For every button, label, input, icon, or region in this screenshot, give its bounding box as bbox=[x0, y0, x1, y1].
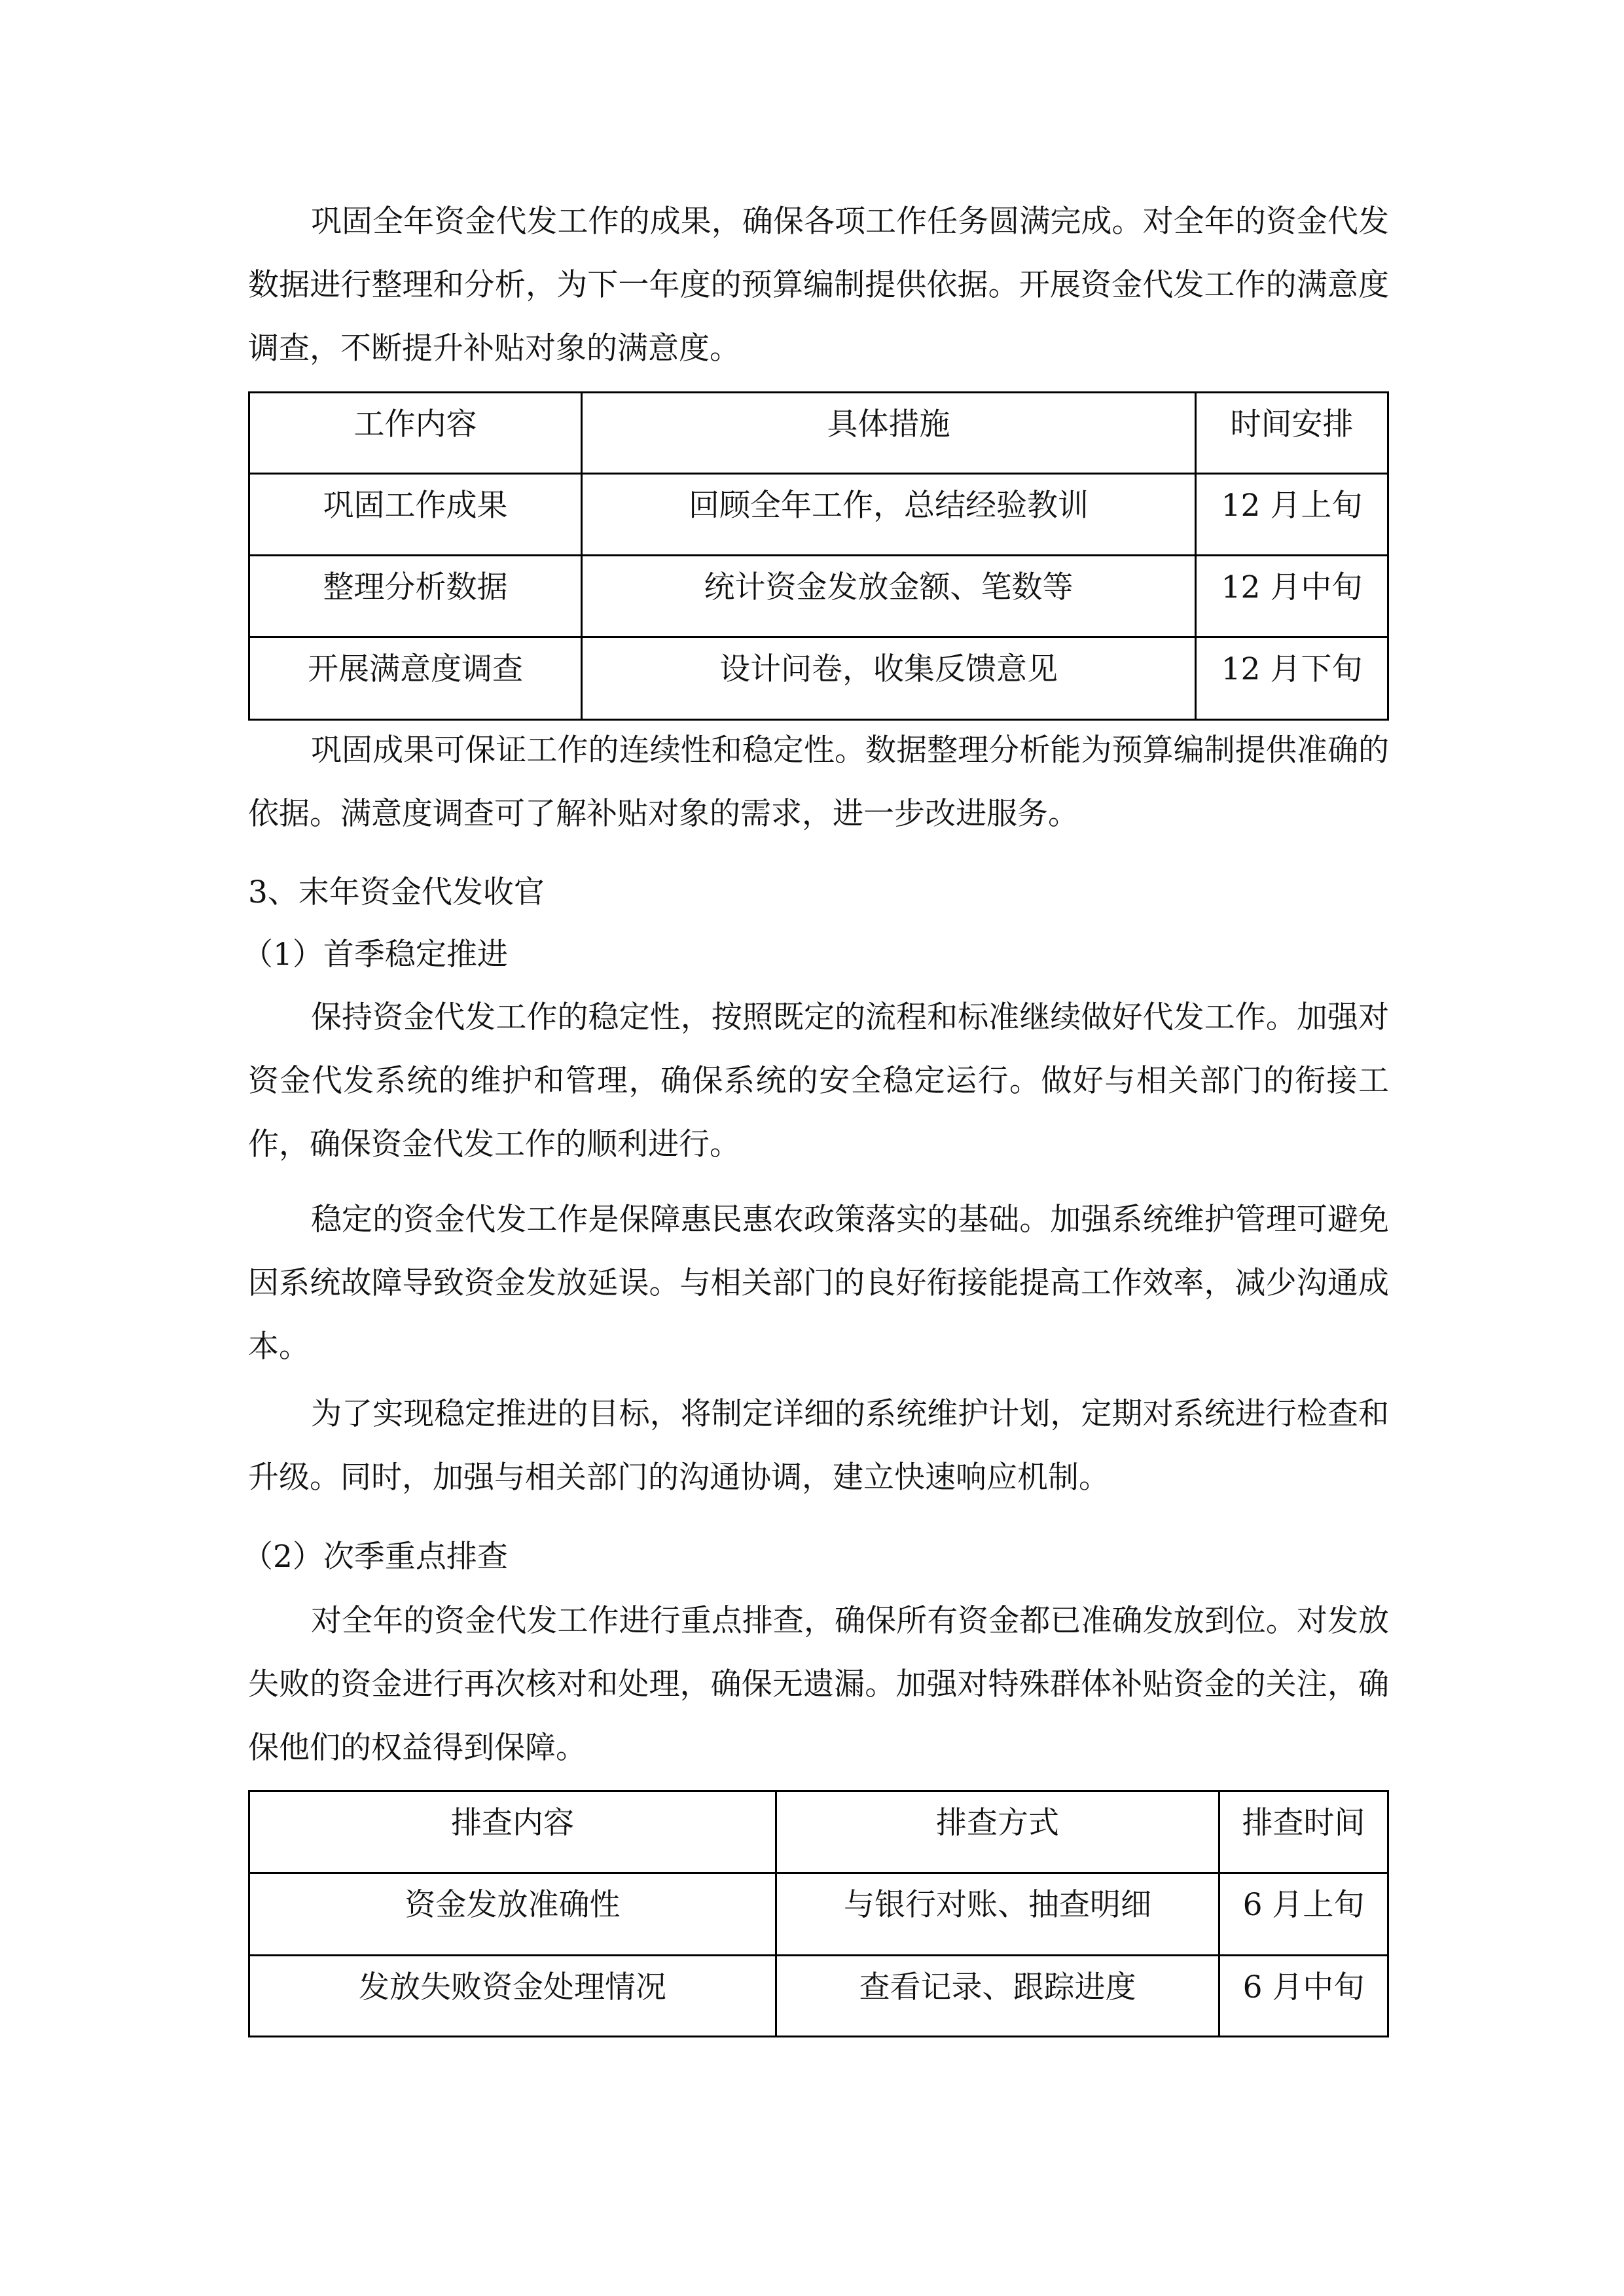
paragraph: 保持资金代发工作的稳定性，按照既定的流程和标准继续做好代发工作。加强对资金代发系统的维护和管理，确保系统的安全稳定运行。做好与相关部门的衔接工作，确保资金代发工作的顺利进行。 bbox=[248, 999, 1389, 1162]
paragraph: 对全年的资金代发工作进行重点排查，确保所有资金都已准确发放到位。对发放失败的资金进行再次核对和处理，确保无遗漏。加强对特殊群体补贴资金的关注，确保他们的权益得到保障。 bbox=[248, 1603, 1389, 1766]
table-cell: 12 月上旬 bbox=[1196, 474, 1388, 556]
paragraph: 巩固成果可保证工作的连续性和稳定性。数据整理分析能为预算编制提供准确的依据。满意度调查可了解补贴对象的需求，进一步改进服务。 bbox=[248, 732, 1389, 832]
table-cell: 发放失败资金处理情况 bbox=[249, 1956, 776, 2037]
table-header: 排查方式 bbox=[776, 1791, 1219, 1873]
table-cell: 整理分析数据 bbox=[249, 556, 582, 637]
table-header: 时间安排 bbox=[1196, 393, 1388, 474]
paragraph: 稳定的资金代发工作是保障惠民惠农政策落实的基础。加强系统维护管理可避免因系统故障导致资金发放延误。与相关部门的良好衔接能提高工作效率，减少沟通成本。 bbox=[248, 1202, 1389, 1365]
table-header: 排查时间 bbox=[1219, 1791, 1388, 1873]
paragraph: 巩固全年资金代发工作的成果，确保各项工作任务圆满完成。对全年的资金代发数据进行整理和分析，为下一年度的预算编制提供依据。开展资金代发工作的满意度调查，不断提升补贴对象的满意度。 bbox=[248, 204, 1389, 367]
table-cell: 12 月下旬 bbox=[1196, 637, 1388, 720]
table-cell: 12 月中旬 bbox=[1196, 556, 1388, 637]
subsection-heading: （1）首季稳定推进 bbox=[242, 937, 508, 973]
table-header: 排查内容 bbox=[249, 1791, 776, 1873]
table-cell: 6 月中旬 bbox=[1219, 1956, 1388, 2037]
table-cell: 资金发放准确性 bbox=[249, 1873, 776, 1956]
table-cell: 6 月上旬 bbox=[1219, 1873, 1388, 1956]
table-row bbox=[249, 556, 1388, 637]
table-row bbox=[249, 1956, 1388, 2037]
subsection-heading: （2）次季重点排查 bbox=[242, 1539, 508, 1575]
table-cell: 与银行对账、抽查明细 bbox=[776, 1873, 1219, 1956]
table-cell: 回顾全年工作，总结经验教训 bbox=[582, 474, 1196, 556]
table-header: 具体措施 bbox=[582, 393, 1196, 474]
table-cell: 设计问卷，收集反馈意见 bbox=[582, 637, 1196, 720]
table-row bbox=[249, 1873, 1388, 1956]
table-row bbox=[249, 474, 1388, 556]
table-header: 工作内容 bbox=[249, 393, 582, 474]
table-cell: 巩固工作成果 bbox=[249, 474, 582, 556]
inspection-table bbox=[248, 1790, 1389, 2037]
table-cell: 查看记录、跟踪进度 bbox=[776, 1956, 1219, 2037]
work-plan-table bbox=[248, 391, 1389, 721]
section-heading: 3、末年资金代发收官 bbox=[248, 874, 545, 910]
paragraph: 为了实现稳定推进的目标，将制定详细的系统维护计划，定期对系统进行检查和升级。同时，加强与相关部门的沟通协调，建立快速响应机制。 bbox=[248, 1396, 1389, 1496]
table-cell: 统计资金发放金额、笔数等 bbox=[582, 556, 1196, 637]
table-cell: 开展满意度调查 bbox=[249, 637, 582, 720]
table-row bbox=[249, 637, 1388, 720]
